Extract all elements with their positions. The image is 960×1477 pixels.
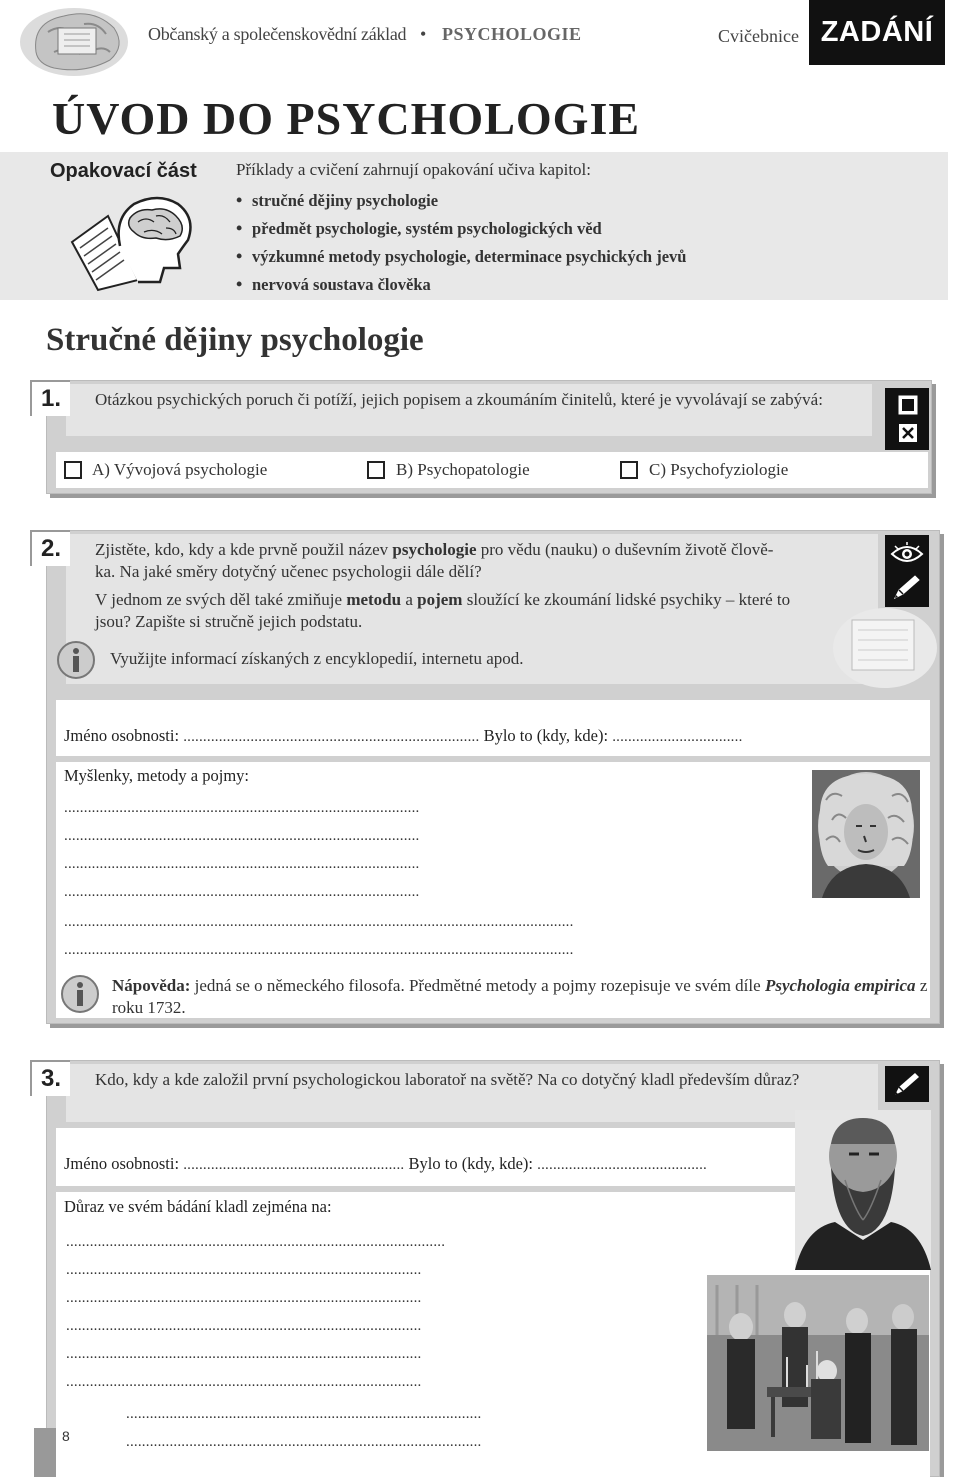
review-heading: Opakovací část bbox=[50, 160, 197, 182]
question-text: pro vědu (nauku) o duševním životě člově- bbox=[476, 540, 774, 559]
exercise-3-question: Kdo, kdy a kde založil první psychologickou laboratoř na světě? Na co dotyčný kladl především důraz? bbox=[95, 1070, 800, 1089]
answer-line[interactable]: .......................................................................................... bbox=[66, 1318, 422, 1334]
answer-line[interactable]: ................................................................................................................................. bbox=[64, 914, 574, 930]
header-workbook: Cvičebnice bbox=[718, 26, 799, 46]
pencil-icon bbox=[891, 572, 923, 602]
hint-text: jedná se o německého filosofa. Předmětné metody a pojmy rozepisuje ve svém díle bbox=[190, 976, 765, 995]
info-icon bbox=[60, 974, 100, 1014]
exercise-2-hint bbox=[112, 975, 932, 1019]
exercise-2-question-2 bbox=[95, 589, 875, 633]
exercise-2-divider bbox=[56, 756, 930, 762]
exercise-2-name-row bbox=[64, 726, 926, 746]
option-a-checkbox[interactable] bbox=[64, 461, 82, 479]
checkbox-crossed-icon bbox=[897, 422, 919, 444]
checkbox-empty-icon bbox=[897, 394, 919, 416]
wundt-portrait-image bbox=[795, 1110, 931, 1270]
exercise-2-number: 2. bbox=[30, 530, 70, 566]
exercise-1-question: Otázkou psychických poruch či potíží, jejich popisem a zkoumáním činitelů, které je vyvolávají se zabývá: bbox=[95, 390, 823, 409]
hint-book-title: Psychologia empirica bbox=[764, 976, 916, 995]
header-badge: ZADÁNÍ bbox=[809, 0, 945, 65]
answer-line[interactable]: .......................................................................................... bbox=[126, 1406, 482, 1422]
question-text: Zjistěte, kdo, kdy a kde prvně použil název bbox=[95, 540, 393, 559]
question-text: sloužící ke zkoumání lidské psychiky – které to bbox=[462, 590, 791, 609]
exercise-2-ideas-label: Myšlenky, metody a pojmy: bbox=[64, 766, 249, 785]
exercise-3-emphasis-label: Důraz ve svém bádání kladl zejména na: bbox=[64, 1197, 332, 1216]
header-bullet: • bbox=[420, 24, 427, 44]
name-answer-line[interactable]: ........................................................................... bbox=[183, 729, 480, 745]
question-keyword: psychologie bbox=[392, 540, 477, 559]
list-item: • předmět psychologie, systém psychologických věd bbox=[236, 216, 686, 244]
list-item: • výzkumné metody psychologie, determinace psychických jevů bbox=[236, 244, 686, 272]
answer-line[interactable]: .......................................................................................... bbox=[64, 800, 420, 816]
hint-text: z roku 1732. bbox=[112, 976, 928, 1017]
header-subject: Občanský a společenskovědní základ bbox=[148, 24, 407, 44]
exercise-3-divider bbox=[56, 1186, 836, 1192]
option-c-checkbox[interactable] bbox=[620, 461, 638, 479]
when-label: Bylo to (kdy, kde): bbox=[479, 726, 613, 745]
option-c-label: C) Psychofyziologie bbox=[649, 460, 789, 479]
when-answer-line[interactable]: ........................................... bbox=[537, 1157, 707, 1173]
question-text: ka. Na jaké směry dotyčný učenec psychologii dále dělí? bbox=[95, 562, 482, 581]
book-head-icon bbox=[68, 188, 200, 294]
brain-logo-icon bbox=[14, 2, 134, 80]
exercise-1-number: 1. bbox=[30, 380, 70, 416]
answer-line[interactable]: .......................................................................................... bbox=[66, 1290, 422, 1306]
answer-line[interactable]: .......................................................................................... bbox=[64, 828, 420, 844]
exercise-2-question-1 bbox=[95, 539, 875, 583]
laboratory-photo-image bbox=[707, 1275, 929, 1451]
option-b-checkbox[interactable] bbox=[367, 461, 385, 479]
wolff-portrait-image bbox=[812, 770, 920, 898]
question-keyword: pojem bbox=[417, 590, 463, 609]
review-intro: Příklady a cvičení zahrnují opakování učiva kapitol: bbox=[236, 160, 591, 179]
header-topic: PSYCHOLOGIE bbox=[442, 24, 582, 44]
answer-line[interactable]: .......................................................................................... bbox=[66, 1262, 422, 1278]
list-item: • nervová soustava člověka bbox=[236, 272, 686, 300]
question-text: V jednom ze svých děl také zmiňuje bbox=[95, 590, 347, 609]
answer-line[interactable]: .......................................................................................... bbox=[64, 856, 420, 872]
option-a-label: A) Vývojová psychologie bbox=[92, 460, 268, 479]
answer-line[interactable]: .......................................................................................... bbox=[66, 1374, 422, 1390]
hint-label: Nápověda: bbox=[112, 976, 191, 995]
eye-icon bbox=[889, 540, 925, 568]
pencil-icon bbox=[891, 1069, 923, 1099]
exercise-3-name-row bbox=[64, 1154, 707, 1174]
page-number: 8 bbox=[62, 1428, 70, 1444]
list-item: • stručné dějiny psychologie bbox=[236, 188, 686, 216]
question-keyword: metodu bbox=[346, 590, 402, 609]
exercise-2-info: Využijte informací získaných z encyklopedií, internetu apod. bbox=[110, 649, 524, 668]
name-label: Jméno osobnosti: bbox=[64, 726, 184, 745]
when-answer-line[interactable]: ................................. bbox=[612, 729, 743, 745]
exercise-3-number: 3. bbox=[30, 1060, 70, 1096]
answer-line[interactable]: .......................................................................................... bbox=[126, 1434, 482, 1450]
answer-line[interactable]: .......................................................................................... bbox=[66, 1346, 422, 1362]
name-label: Jméno osobnosti: bbox=[64, 1154, 184, 1173]
option-b-label: B) Psychopatologie bbox=[396, 460, 530, 479]
answer-line[interactable]: ................................................................................................................................. bbox=[64, 942, 574, 958]
page-number-bar bbox=[34, 1428, 56, 1477]
answer-line[interactable]: ................................................................................................ bbox=[66, 1234, 446, 1250]
question-text: a bbox=[401, 590, 418, 609]
section-title: Stručné dějiny psychologie bbox=[46, 322, 424, 358]
name-answer-line[interactable]: ........................................................ bbox=[183, 1157, 405, 1173]
review-list bbox=[236, 188, 686, 300]
page-title: ÚVOD DO PSYCHOLOGIE bbox=[52, 93, 641, 144]
question-text: jsou? Zapište si stručně jejich podstatu. bbox=[95, 612, 363, 631]
info-icon bbox=[56, 640, 96, 680]
when-label: Bylo to (kdy, kde): bbox=[404, 1154, 538, 1173]
answer-line[interactable]: .......................................................................................... bbox=[64, 884, 420, 900]
